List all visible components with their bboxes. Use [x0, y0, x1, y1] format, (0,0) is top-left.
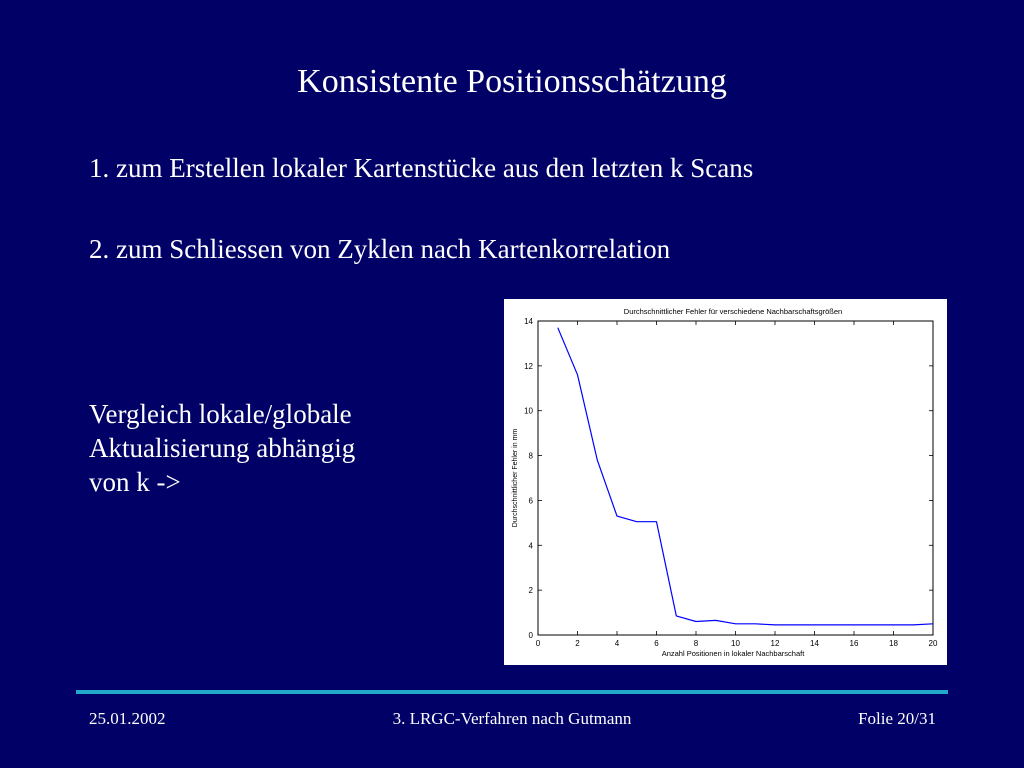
side-text-line-3: von k -> — [89, 467, 181, 497]
error-chart-figure — [504, 299, 947, 665]
side-text-line-2: Aktualisierung abhängig — [89, 433, 356, 463]
slide-title: Konsistente Positionsschätzung — [297, 63, 727, 100]
y-tick-label: 0 — [528, 631, 533, 640]
y-axis-label: Durchschnittlicher Fehler in mm — [512, 428, 519, 528]
error-chart — [504, 299, 947, 665]
y-tick-label: 4 — [528, 541, 533, 551]
x-tick-label: 6 — [654, 639, 659, 648]
y-tick-label: 8 — [528, 451, 533, 461]
side-text-line-1: Vergleich lokale/globale — [89, 399, 352, 429]
x-tick-label: 20 — [928, 639, 938, 648]
y-tick-label: 12 — [524, 361, 533, 371]
y-tick-label: 6 — [528, 496, 533, 506]
y-tick-label: 2 — [528, 586, 533, 596]
side-text — [89, 397, 355, 499]
y-tick-label: 10 — [524, 406, 533, 416]
x-tick-label: 0 — [535, 639, 541, 648]
bullet-point-1: 1. zum Erstellen lokaler Kartenstücke aus den letzten k Scans — [89, 153, 754, 183]
x-tick-label: 12 — [770, 639, 780, 648]
x-tick-label: 8 — [693, 639, 699, 648]
x-tick-label: 16 — [849, 639, 859, 648]
chart-title: Durchschnittlicher Fehler für verschiedene Nachbarschaftsgrößen — [623, 307, 843, 316]
footer-page-number: Folie 20/31 — [858, 709, 936, 728]
footer-date: 25.01.2002 — [89, 709, 166, 728]
x-tick-label: 4 — [614, 639, 620, 648]
footer-title: 3. LRGC-Verfahren nach Gutmann — [392, 709, 632, 728]
bullet-point-2: 2. zum Schliessen von Zyklen nach Kartenkorrelation — [89, 234, 671, 264]
plot-area — [538, 321, 933, 635]
footer-divider — [76, 690, 948, 694]
x-tick-label: 18 — [889, 639, 898, 648]
x-tick-label: 2 — [575, 639, 580, 648]
y-tick-label: 14 — [524, 317, 533, 326]
x-axis-label: Anzahl Positionen in lokaler Nachbarschaft — [661, 649, 805, 658]
x-tick-label: 10 — [731, 639, 740, 648]
x-tick-label: 14 — [810, 639, 819, 648]
